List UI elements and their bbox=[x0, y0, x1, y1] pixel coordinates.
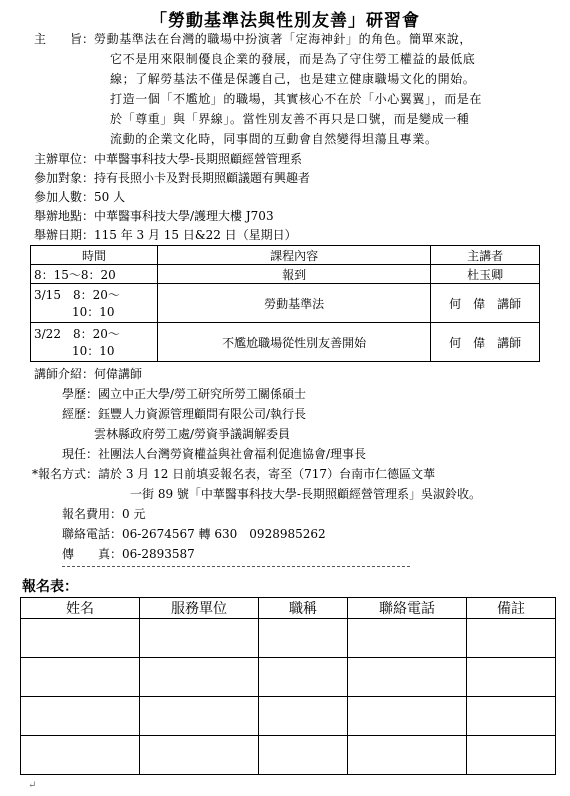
form-header-phone: 聯絡電話 bbox=[348, 598, 467, 619]
form-label: 報名表： bbox=[22, 579, 78, 595]
form-cell-phone[interactable] bbox=[348, 658, 467, 697]
form-header-name: 姓名 bbox=[21, 598, 140, 619]
speaker-cell: 何 偉 講師 bbox=[431, 284, 540, 323]
form-cell-title[interactable] bbox=[259, 658, 348, 697]
time-end: 10：10 bbox=[72, 305, 115, 319]
form-header-unit: 服務單位 bbox=[140, 598, 259, 619]
table-row bbox=[31, 265, 540, 284]
registration-method-2: 一街 89 號「中華醫事科技大學-長期照顧經營管理系」吳淑鈴收。 bbox=[130, 487, 481, 501]
form-cell-note[interactable] bbox=[467, 619, 556, 658]
time-end: 10：10 bbox=[72, 344, 115, 358]
speaker-cell: 杜玉卿 bbox=[431, 265, 540, 284]
time-cell bbox=[31, 284, 158, 323]
time-start: 3/22 8：20～ bbox=[34, 327, 120, 341]
speaker-cell: 何 偉 講師 bbox=[431, 323, 540, 362]
content-cell: 報到 bbox=[157, 265, 430, 284]
form-cell-unit[interactable] bbox=[140, 697, 259, 736]
lecturer-current: 現任：社團法人台灣勞資權益與社會福利促進協會/理事長 bbox=[62, 447, 367, 461]
purpose-line-1: 勞動基準法在台灣的職場中扮演著「定海神針」的角色。簡單來說， bbox=[94, 32, 473, 46]
schedule-table bbox=[30, 245, 540, 362]
registration-method-1: *報名方式：請於 3 月 12 日前填妥報名表，寄至（717）台南市仁德區文華 bbox=[32, 467, 436, 481]
form-row bbox=[21, 658, 556, 697]
time-cell bbox=[31, 323, 158, 362]
form-cell-phone[interactable] bbox=[348, 619, 467, 658]
time-start: 3/15 8：20～ bbox=[34, 288, 120, 302]
form-cell-title[interactable] bbox=[259, 697, 348, 736]
form-cell-note[interactable] bbox=[467, 697, 556, 736]
form-cell-name[interactable] bbox=[21, 697, 140, 736]
purpose-line-6: 流動的企業文化時，同事間的互動會自然變得坦蕩且專業。 bbox=[110, 132, 438, 146]
form-cell-name[interactable] bbox=[21, 736, 140, 775]
divider bbox=[62, 566, 410, 567]
content-cell: 勞動基準法 bbox=[157, 284, 430, 323]
lecturer-experience-1: 經歷：鈺豐人力資源管理顧問有限公司/執行長 bbox=[62, 407, 307, 421]
form-header-title: 職稱 bbox=[259, 598, 348, 619]
table-row bbox=[31, 323, 540, 362]
registration-fee: 報名費用：0 元 bbox=[62, 507, 146, 521]
purpose-line-4: 打造一個「不尷尬」的職場，其實核心不在於「小心翼翼」，而是在 bbox=[110, 92, 483, 106]
content-cell: 不尷尬職場從性別友善開始 bbox=[157, 323, 430, 362]
organizer-line: 主辦單位：中華醫事科技大學-長期照顧經營管理系 bbox=[34, 152, 303, 166]
date-line: 舉辦日期：115 年 3 月 15 日&22 日（星期日） bbox=[34, 228, 297, 242]
purpose-label: 主 旨： bbox=[34, 32, 95, 46]
form-cell-note[interactable] bbox=[467, 658, 556, 697]
form-row bbox=[21, 619, 556, 658]
form-cell-name[interactable] bbox=[21, 658, 140, 697]
form-header-row bbox=[21, 598, 556, 619]
form-cell-title[interactable] bbox=[259, 736, 348, 775]
registration-fax: 傳 真：06-2893587 bbox=[62, 547, 195, 561]
form-cell-phone[interactable] bbox=[348, 697, 467, 736]
header-content: 課程內容 bbox=[157, 246, 430, 265]
table-row bbox=[31, 284, 540, 323]
lecturer-experience-2: 雲林縣政府勞工處/勞資爭議調解委員 bbox=[94, 427, 291, 441]
form-cell-phone[interactable] bbox=[348, 736, 467, 775]
form-row bbox=[21, 736, 556, 775]
time-cell: 8：15～8：20 bbox=[31, 265, 158, 284]
purpose-line-5: 於「尊重」與「界線」。當性別友善不再只是口號，而是變成一種 bbox=[110, 112, 470, 126]
form-cell-unit[interactable] bbox=[140, 736, 259, 775]
form-row bbox=[21, 697, 556, 736]
header-time: 時間 bbox=[31, 246, 158, 265]
form-cell-unit[interactable] bbox=[140, 619, 259, 658]
participants-line: 參加對象：持有長照小卡及對長期照顧議題有興趣者 bbox=[34, 171, 311, 185]
registration-form-table bbox=[20, 597, 556, 775]
header-speaker: 主講者 bbox=[431, 246, 540, 265]
form-cell-unit[interactable] bbox=[140, 658, 259, 697]
lecturer-education: 學歷：國立中正大學/勞工研究所勞工關係碩士 bbox=[62, 387, 307, 401]
document-title: 「勞動基準法與性別友善」研習會 bbox=[150, 11, 420, 31]
registration-phone: 聯絡電話：06-2674567 轉 630 0928985262 bbox=[62, 527, 326, 541]
purpose-line-3: 線；了解勞基法不僅是保護自己，也是建立健康職場文化的開始。 bbox=[110, 72, 476, 86]
form-cell-name[interactable] bbox=[21, 619, 140, 658]
lecturer-intro: 講師介紹：何偉講師 bbox=[34, 367, 143, 381]
purpose-line-2: 它不是用來限制優良企業的發展，而是為了守住勞工權益的最低底 bbox=[110, 52, 476, 66]
schedule-header-row bbox=[31, 246, 540, 265]
form-cell-title[interactable] bbox=[259, 619, 348, 658]
form-header-note: 備註 bbox=[467, 598, 556, 619]
form-cell-note[interactable] bbox=[467, 736, 556, 775]
venue-line: 舉辦地點：中華醫事科技大學/護理大樓 J703 bbox=[34, 209, 274, 223]
paragraph-mark: ↵ bbox=[28, 780, 37, 791]
count-line: 參加人數：50 人 bbox=[34, 190, 126, 204]
